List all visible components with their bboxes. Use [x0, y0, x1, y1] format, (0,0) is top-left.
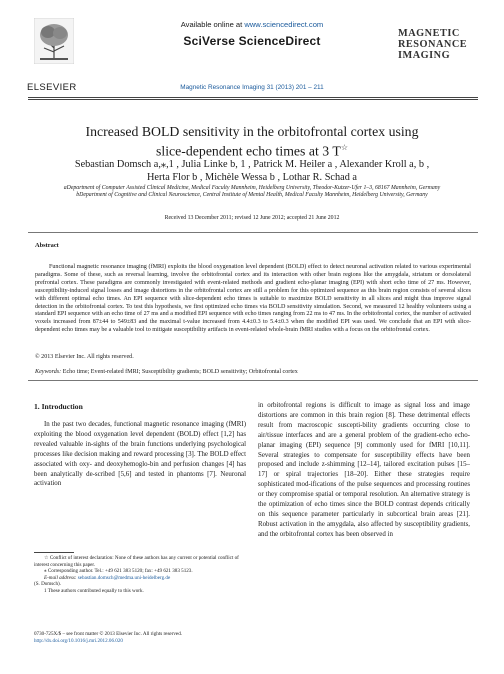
affiliation-b: bDepartment of Cognitive and Clinical Neuroscience, Central Institute of Mental Health, Medical Faculty Mannheim, Heidelberg University, Germany: [76, 192, 428, 199]
footnotes: [34, 555, 246, 595]
abstract-rule-top: [28, 232, 478, 233]
footnote-corresponding: ⁎ Corresponding author. Tel.: +49 621 383 5120; fax: +49 621 383 5123.: [44, 568, 193, 575]
footnote-email-name: (S. Domsch).: [34, 581, 62, 588]
footnote-email: [34, 575, 246, 582]
issn-text: 0730-725X/$ – see front matter © 2013 Elsevier Inc. All rights reserved.: [34, 631, 183, 637]
footnote-conflict: ☆ Conflict of interest declaration: None of these authors has any current or potential conflict of interest concerning this paper.: [34, 555, 239, 568]
footnote-equal-contribution: 1 These authors contributed equally to this work.: [44, 587, 144, 594]
email-label: E-mail address:: [44, 574, 78, 581]
article-title: [60, 124, 444, 160]
title-footnote-mark[interactable]: ☆: [340, 143, 348, 152]
journal-logo: [398, 28, 480, 61]
platform-name: SciVerse ScienceDirect: [183, 34, 321, 48]
issn-line: [34, 631, 246, 644]
email-link[interactable]: sebastian.domsch@medma.uni-heidelberg.de: [77, 574, 171, 581]
keywords-label: Keywords:: [35, 369, 62, 375]
keywords: [35, 369, 471, 375]
journal-logo-line-3: IMAGING: [398, 50, 451, 61]
available-prefix: Available online at: [180, 20, 245, 29]
received-dates: Received 13 December 2011; revised 12 June 2012; accepted 21 June 2012: [164, 215, 340, 221]
publisher-name: ELSEVIER: [27, 82, 77, 93]
abstract-heading: Abstract: [35, 242, 59, 249]
title-line-2: slice-dependent echo times at 3 T: [156, 143, 341, 159]
section-heading-introduction: 1. Introduction: [34, 402, 83, 411]
footnote-rule: [34, 552, 74, 553]
header-rule: [28, 97, 478, 98]
header-rule-2: [28, 99, 478, 100]
journal-logo-line-1: MAGNETIC: [398, 28, 460, 39]
journal-logo-line-2: RESONANCE: [398, 39, 468, 50]
sciencedirect-link[interactable]: www.sciencedirect.com: [244, 20, 324, 29]
abstract-copyright: © 2013 Elsevier Inc. All rights reserved.: [35, 354, 134, 360]
intro-paragraph-right: in orbitofrontal regions is difficult to image as signal loss and image distortions are common in this brain region [8]. These detrimental effects result from macroscopic suscepti-bility gradients occurring close to air/tissue interfaces and are a general problem of the gradient-echo echo-planar imaging (EPI) sequence [9] commonly used for fMRI [10,11]. Several strategies to compensate for susceptibility effects have been proposed and include z-shimming [12–14], tailored excitation pulses [15–17] or spiral trajectories [18–20]. Either these strategies require sophisticated mod-ifications of the pulse sequences and processing routines or they compromise spatial or temporal resolution. An alternative strategy is the optimization of echo times since the BOLD contrast depends critically on this sequence parameter particularly in subcortical brain areas [21]. Robust activation in the amygdala, also affected by susceptibility gradients, and the orbitofrontal cortex has been observed in: [258, 402, 470, 538]
authors-line-2: Herta Flor b , Michèle Wessa b , Lothar R. Schad a: [146, 171, 357, 183]
authors-line-1: Sebastian Domsch a,⁎,1 , Julia Linke b, 1 , Patrick M. Heiler a , Alexander Kroll a, b ,: [74, 159, 430, 170]
intro-paragraph-left: In the past two decades, functional magnetic resonance imaging (fMRI) exploiting the blood oxygenation level dependent (BOLD) effect [1,2] has revealed valuable in-sights of the brain functions underlying psychological processes like decision making and reward processing [3]. The BOLD effect associated with oxy- and deoxyhemoglo-bin and perfusion changes [4] has been analytically de-scribed [5,6] and tested in phantoms [7]. Neuronal activation: [34, 421, 246, 488]
doi-link[interactable]: http://dx.doi.org/10.1016/j.mri.2012.06.020: [34, 637, 123, 644]
keywords-list: Echo time; Event-related fMRI; Susceptibility gradients; BOLD sensitivity; Orbitofrontal cortex: [62, 369, 298, 375]
title-line-1: Increased BOLD sensitivity in the orbitofrontal cortex using: [85, 124, 419, 139]
abstract-text: Functional magnetic resonance imaging (fMRI) exploits the blood oxygenation level dependent (BOLD) effect to detect neuronal activation related to various experimental paradigms. Some of these, such as reversal learning, involve the orbitofrontal cortex and its interaction with other brain regions like the amygdala, striatum or dorsolateral prefrontal cortex. These paradigms are commonly investigated with event-related methods and gradient echo-planar imaging (EPI) with short echo time of 27 ms. However, susceptibility-induced signal losses and image distortions in the orbitofrontal cortex are still a problem for this optimized sequence as this brain region consists of several slices with different optimal echo times. An EPI sequence with slice-dependent echo times is suitable to maximize BOLD sensitivity in all slices and might thus improve signal detection in the orbitofrontal cortex. To test this hypothesis, we first optimized echo times via BOLD sensitivity simulation. Second, we measured 12 healthy volunteers using a standard EPI sequence with an echo time of 27 ms and a modified EPI sequence with echo times ranging from 22 ms to 47 ms. In the orbitofrontal cortex, the number of activated voxels increased from 87±44 to 549±83 and the maximal t-value increased from 4.4±0.3 to 5.4±0.3 when the modified EPI was used. We conclude that an EPI with slice-dependent echo times may be a valuable tool to mitigate susceptibility artifacts in event-related whole-brain fMRI studies with a focus on the orbitofrontal cortex.: [35, 264, 471, 334]
journal-citation[interactable]: Magnetic Resonance Imaging 31 (2013) 201 – 211: [180, 84, 324, 91]
abstract-rule-bottom: [28, 380, 478, 381]
affiliation-a: aDepartment of Computer Assisted Clinical Medicine, Medical Faculty Mannheim, Heidelberg University, Theodor-Kutzer-Ufer 1–3, 68167 Mannheim, Germany: [63, 185, 441, 191]
author-list: [40, 159, 464, 184]
affiliations: [28, 185, 476, 200]
